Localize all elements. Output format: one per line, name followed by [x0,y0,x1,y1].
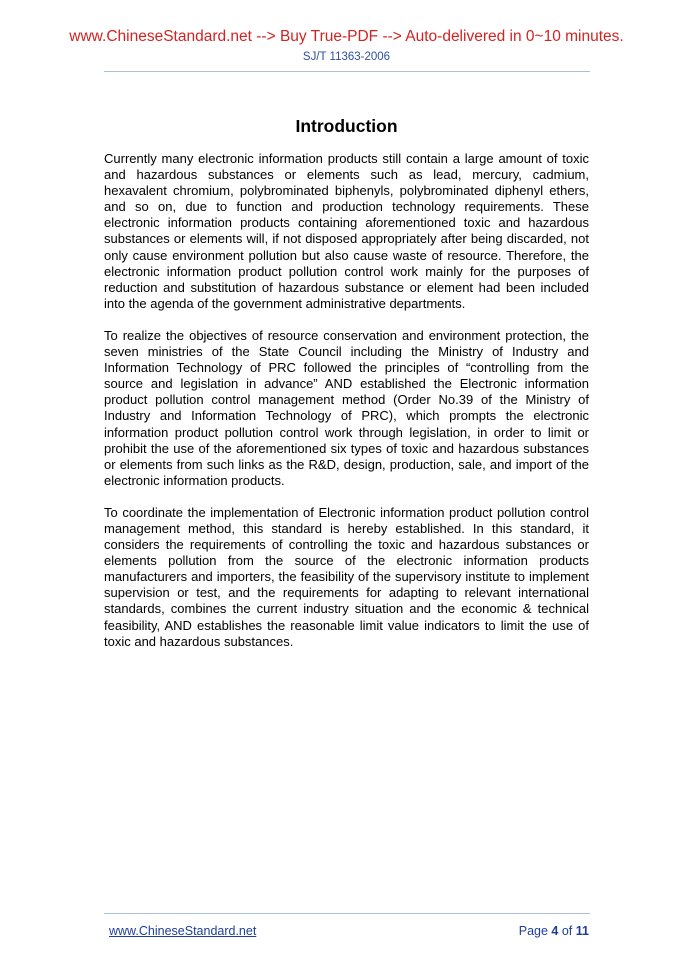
paragraph-2: To realize the objectives of resource conservation and environment protection, the seven ministries of the State Council including the Ministry of Industry and Information Technology of PRC followed the principles of “controlling from the source and legislation in advance” AND established the Electronic information product pollution control management method (Order No.39 of the Ministry of Industry and Information Technology of PRC), which prompts the electronic information product pollution control work through legislation, in order to limit or prohibit the use of the aforementioned six types of toxic and hazardous substances or elements from such links as the R&D, design, production, sale, and import of the electronic information products. [104,327,589,488]
page-title: Introduction [295,116,398,136]
page-of: of [561,924,573,938]
page-label: Page [518,924,548,938]
document-body [104,151,589,666]
paragraph-1: Currently many electronic information products still contain a large amount of toxic and hazardous substances or elements such as lead, mercury, cadmium, hexavalent chromium, polybrominated biphenyls, polybrominated diphenyl ethers, and so on, due to function and production technology requirements. These electronic information products containing aforementioned toxic and hazardous substances or elements will, if not disposed appropriately after being discarded, not only cause environment pollution but also cause waste of resource. Therefore, the electronic information product pollution control work mainly for the purposes of reduction and substitution of hazardous substance or element had been included into the agenda of the government administrative departments. [104,151,589,311]
document-code: SJ/T 11363-2006 [302,51,391,63]
page-indicator [519,924,589,938]
page-current: 4 [551,924,559,938]
header-divider [104,71,590,72]
footer-site-link[interactable]: www.ChineseStandard.net [109,924,257,938]
promo-banner[interactable]: www.ChineseStandard.net --> Buy True-PDF --> Auto-delivered in 0~10 minutes. [69,28,624,45]
page-total: 11 [575,924,589,938]
paragraph-3: To coordinate the implementation of Electronic information product pollution control management method, this standard is hereby established. In this standard, it considers the requirements of controlling the toxic and hazardous substances or elements pollution from the source of the electronic information products manufacturers and importers, the feasibility of the supervisory institute to implement supervision or test, and the requirements for adapting to relevant international standards, combines the current industry situation and the economic & technical feasibility, AND establishes the reasonable limit value indicators to limit the use of toxic and hazardous substances. [104,504,589,649]
footer-divider [104,913,590,914]
